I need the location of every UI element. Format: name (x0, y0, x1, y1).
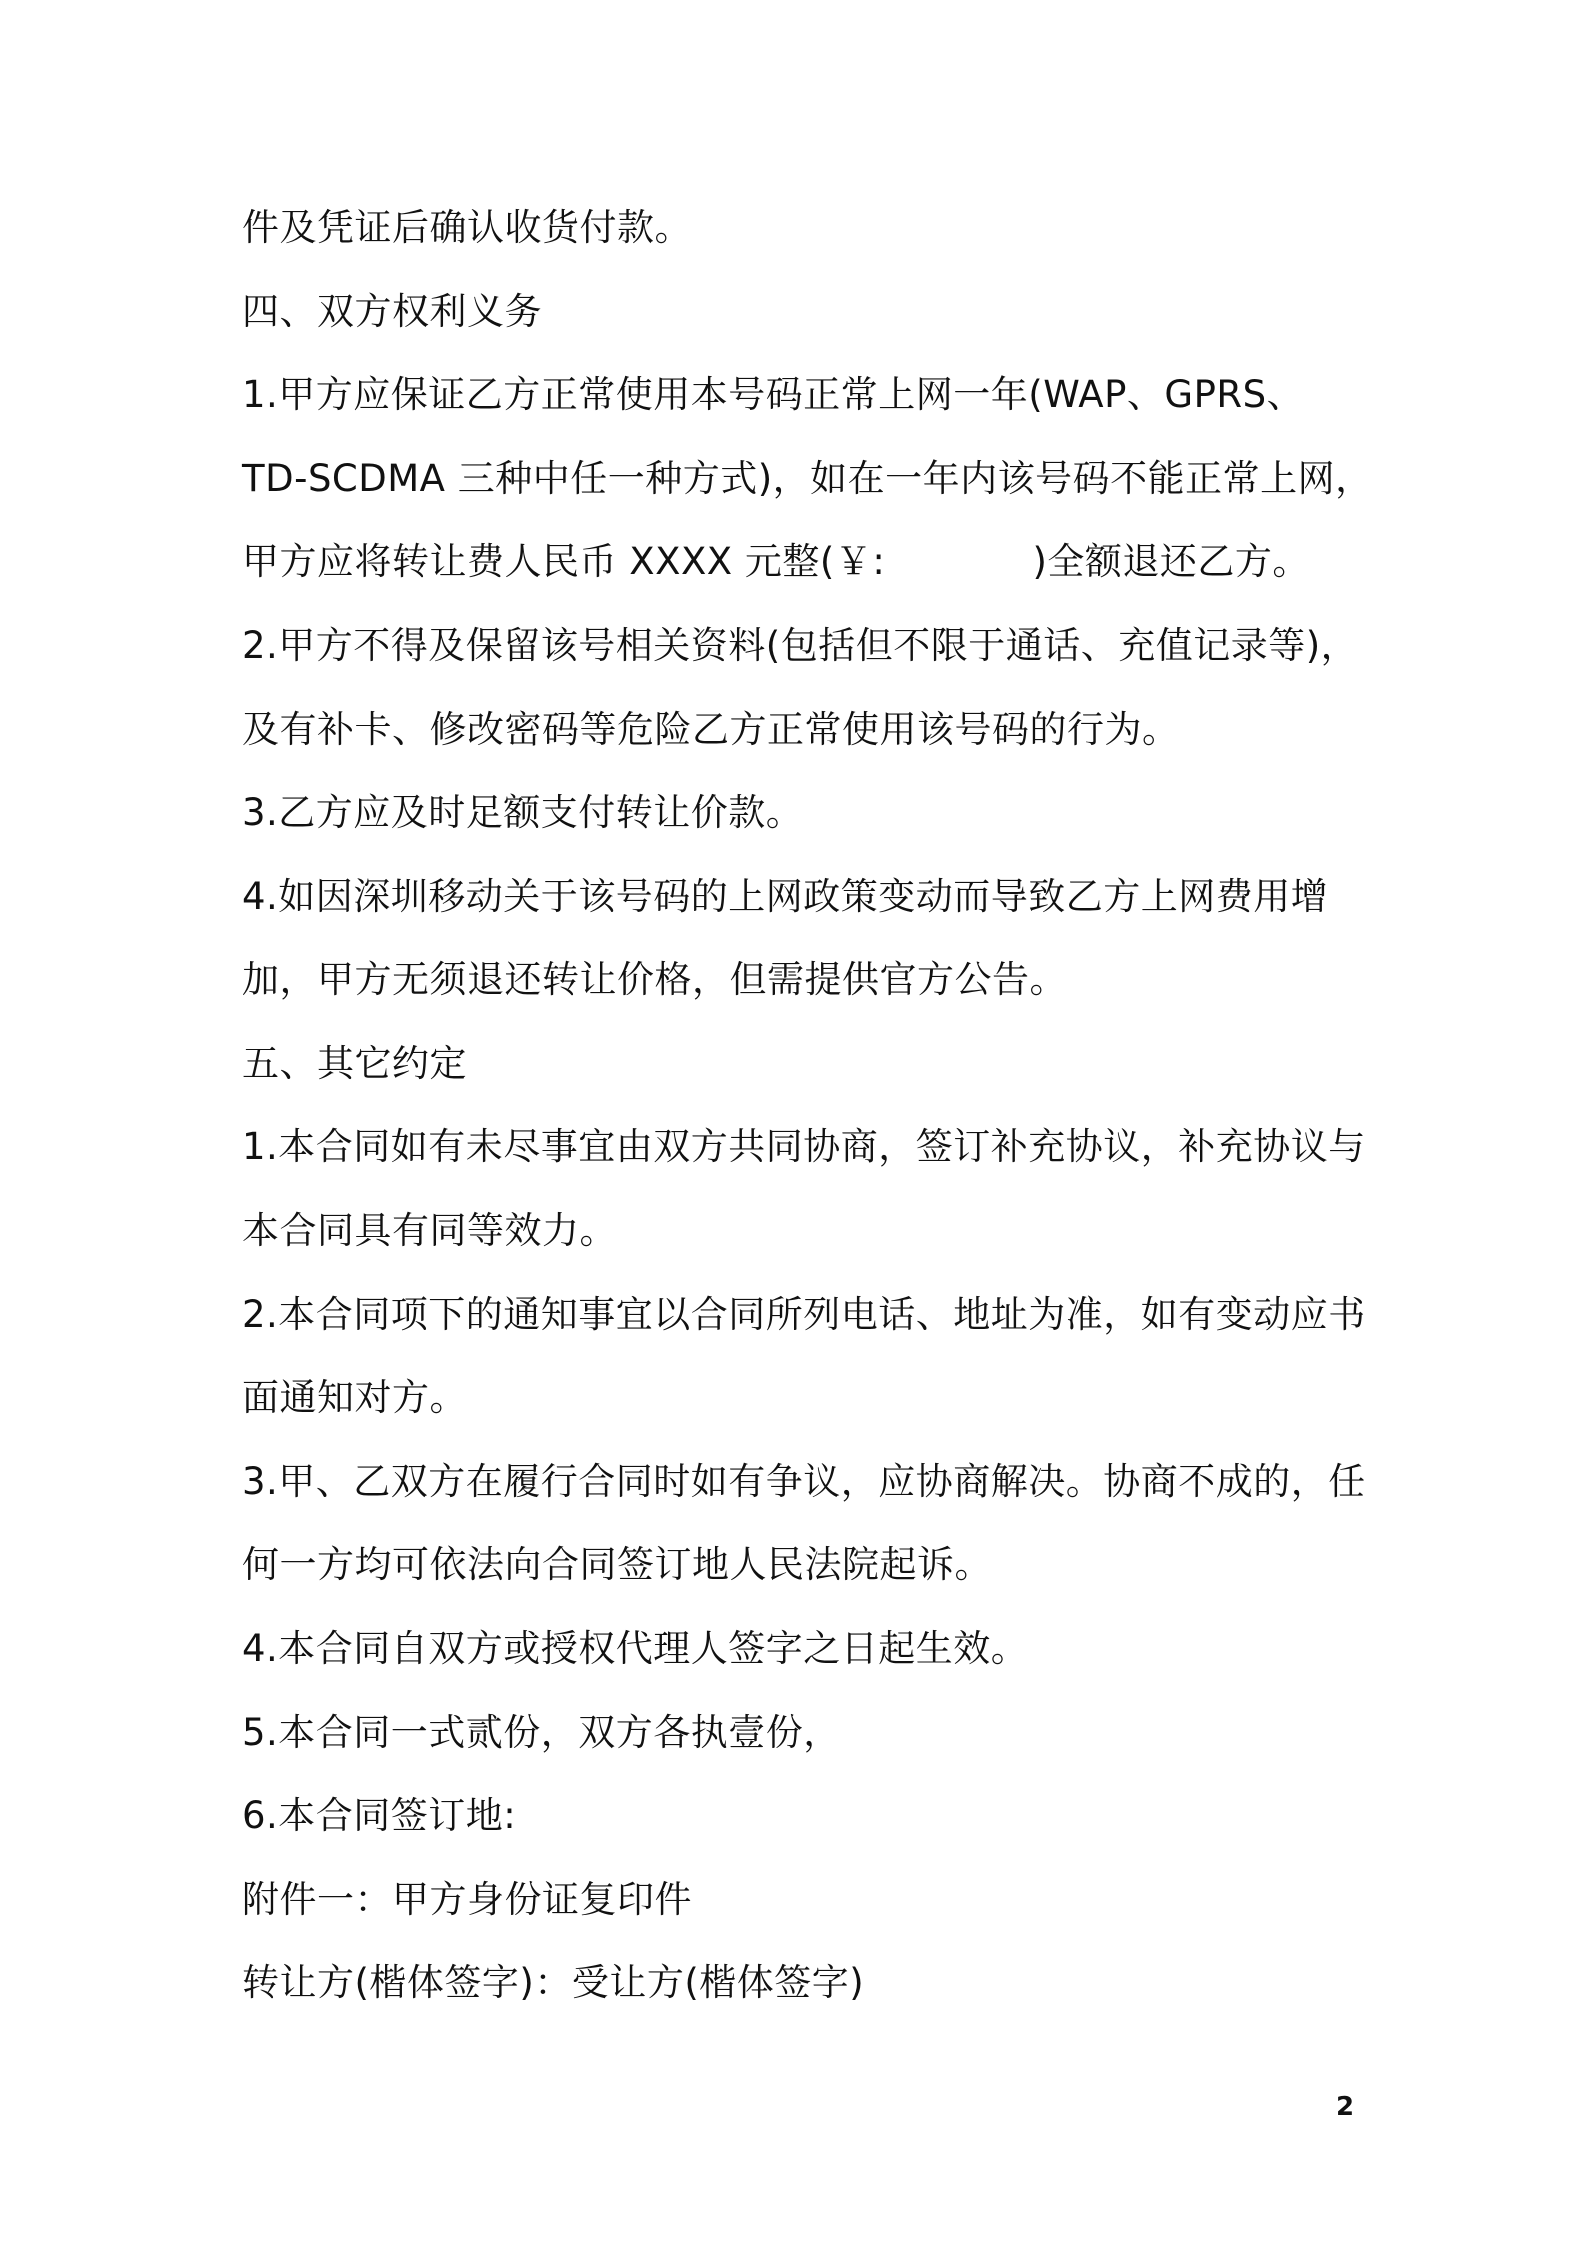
text-line: 6.本合同签订地: (242, 1794, 517, 1837)
text-line: 转让方(楷体签字)：受让方(楷体签字) (242, 1961, 865, 2004)
text-line: 3.乙方应及时足额支付转让价款。 (242, 791, 804, 834)
section-heading: 五、其它约定 (242, 1042, 467, 1085)
text-line: 加，甲方无须退还转让价格，但需提供官方公告。 (242, 958, 1067, 1001)
text-line: 及有补卡、修改密码等危险乙方正常使用该号码的行为。 (242, 708, 1180, 751)
text-line: 3.甲、乙双方在履行合同时如有争议，应协商解决。协商不成的，任 (242, 1460, 1366, 1503)
text-line: 1.甲方应保证乙方正常使用本号码正常上网一年(WAP、GPRS、 (242, 373, 1305, 416)
text-line: 4.本合同自双方或授权代理人签字之日起生效。 (242, 1627, 1029, 1670)
text-line: 1.本合同如有未尽事宜由双方共同协商，签订补充协议，补充协议与 (242, 1125, 1366, 1168)
text-line: 2.本合同项下的通知事宜以合同所列电话、地址为准，如有变动应书 (242, 1293, 1366, 1336)
text-line: TD-SCDMA 三种中任一种方式)，如在一年内该号码不能正常上网， (242, 457, 1373, 500)
text-line: 附件一：甲方身份证复印件 (242, 1878, 692, 1921)
text-line: 4.如因深圳移动关于该号码的上网政策变动而导致乙方上网费用增 (242, 875, 1329, 918)
text-line: 面通知对方。 (242, 1376, 467, 1419)
section-heading: 四、双方权利义务 (242, 290, 542, 333)
text-line: 何一方均可依法向合同签订地人民法院起诉。 (242, 1543, 992, 1586)
text-line: 本合同具有同等效力。 (242, 1209, 617, 1252)
text-line: 2.甲方不得及保留该号相关资料(包括但不限于通话、充值记录等)， (242, 624, 1359, 667)
text-line: 件及凭证后确认收货付款。 (242, 206, 692, 249)
text-line: 5.本合同一式贰份，双方各执壹份， (242, 1711, 841, 1754)
text-line: 甲方应将转让费人民币 XXXX 元整(￥: )全额退还乙方。 (242, 540, 1310, 583)
page-number: 2 (1336, 2092, 1355, 2122)
